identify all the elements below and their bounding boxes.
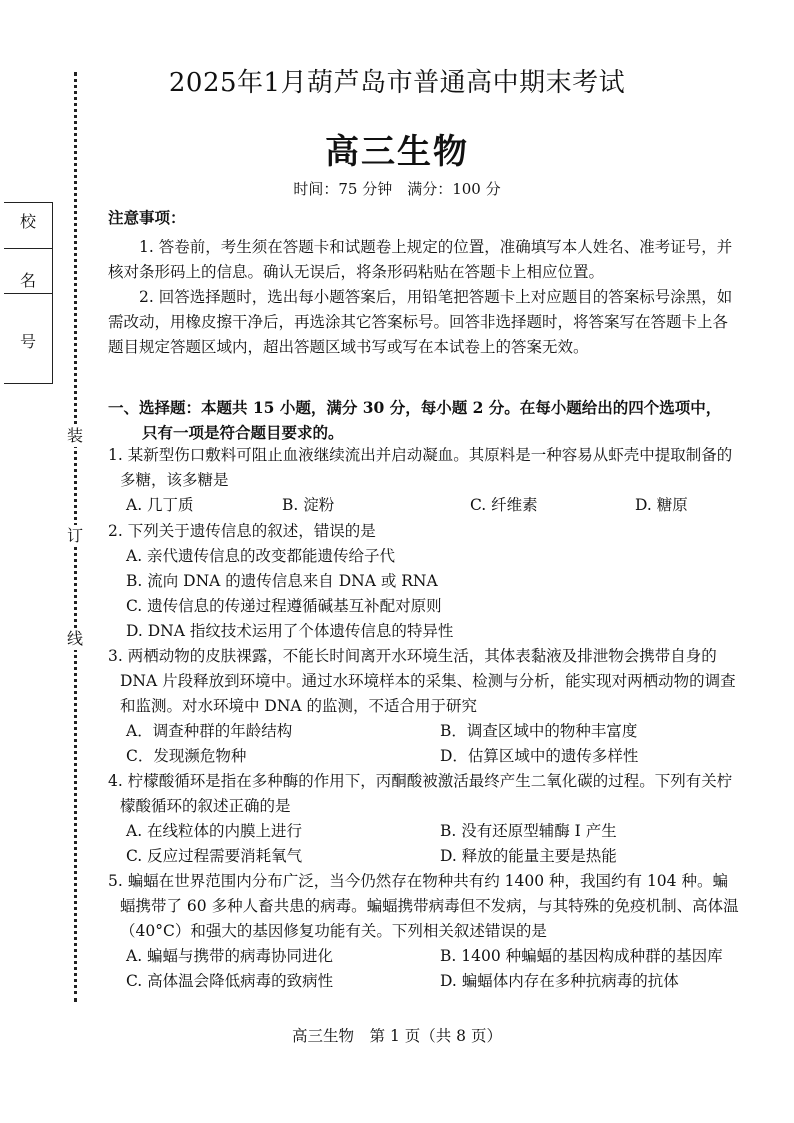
- question-stem: 4. 柠檬酸循环是指在多种酶的作用下，丙酮酸被激活最终产生二氧化碳的过程。下列有关柠檬酸循环的叙述正确的是: [108, 772, 733, 815]
- options-row: [108, 969, 740, 994]
- section-heading: 一、选择题：本题共 15 小题，满分 30 分，每小题 2 分。在每小题给出的四个选项中， 只有一项是符合题目要求的。: [108, 398, 722, 442]
- option-a[interactable]: A. 在线粒体的内膜上进行: [126, 822, 303, 840]
- option-a[interactable]: A．调查种群的年龄结构: [126, 722, 293, 740]
- exam-title: 2025年1月葫芦岛市普通高中期末考试: [168, 68, 626, 98]
- binding-word-zhuang: 装: [64, 425, 86, 447]
- time-info: 时间：75 分钟 满分：100 分: [293, 180, 501, 198]
- question-4: [108, 769, 740, 869]
- options-list: [108, 544, 740, 644]
- binding-word-ding: 订: [64, 525, 86, 547]
- notice-item: 1. 答卷前，考生须在答题卡和试题卷上规定的位置，准确填写本人姓名、准考证号，并核对条形码上的信息。确认无误后，将条形码粘贴在答题卡上相应位置。: [108, 238, 733, 281]
- options-row: [108, 493, 740, 518]
- question-stem: 5. 蝙蝠在世界范围内分布广泛，当今仍然存在物种共有约 1400 种，我国约有 104 种。蝙蝠携带了 60 多种人畜共患的病毒。蝙蝠携带病毒但不发病，与其特殊的免疫机制、高体温（40°C）和强大的基因修复功能有关。下列相关叙述错误的是: [108, 872, 739, 940]
- binding-word-xian: 线: [64, 628, 86, 650]
- options-row: [108, 744, 740, 769]
- option-c[interactable]: C. 反应过程需要消耗氧气: [126, 847, 303, 865]
- option-d[interactable]: D. 释放的能量主要是热能: [440, 847, 617, 865]
- option-a[interactable]: A. 几丁质: [126, 496, 194, 514]
- option-b[interactable]: B. 1400 种蝙蝠的基因构成种群的基因库: [440, 947, 723, 965]
- info-field-number[interactable]: 号: [19, 332, 36, 351]
- question-stem: 2. 下列关于遗传信息的叙述，错误的是: [108, 522, 376, 540]
- option-c[interactable]: C. 高体温会降低病毒的致病性: [126, 972, 334, 990]
- question-5: [108, 869, 740, 994]
- question-1: [108, 443, 740, 518]
- options-row: [108, 844, 740, 869]
- student-info-box: [4, 202, 53, 384]
- option-d[interactable]: D. DNA 指纹技术运用了个体遗传信息的特异性: [126, 622, 454, 640]
- question-3: [108, 644, 740, 769]
- option-d[interactable]: D．估算区域中的遗传多样性: [440, 747, 639, 765]
- options-row: [108, 819, 740, 844]
- notice-block: [108, 235, 738, 360]
- option-d[interactable]: D. 糖原: [635, 496, 688, 514]
- option-b[interactable]: B. 淀粉: [282, 496, 335, 514]
- option-d[interactable]: D. 蝙蝠体内存在多种抗病毒的抗体: [440, 972, 679, 990]
- option-c[interactable]: C．发现濒危物种: [126, 747, 247, 765]
- option-b[interactable]: B. 没有还原型辅酶 I 产生: [440, 822, 617, 840]
- subject-title: 高三生物: [325, 132, 469, 172]
- option-b[interactable]: B．调查区域中的物种丰富度: [440, 722, 638, 740]
- option-c[interactable]: C. 纤维素: [470, 496, 538, 514]
- option-b[interactable]: B. 流向 DNA 的遗传信息来自 DNA 或 RNA: [126, 572, 438, 590]
- options-row: [108, 944, 740, 969]
- option-c[interactable]: C. 遗传信息的传递过程遵循碱基互补配对原则: [126, 597, 442, 615]
- question-stem: 3. 两栖动物的皮肤裸露，不能长时间离开水环境生活，其体表黏液及排泄物会携带自身的 DNA 片段释放到环境中。通过水环境样本的采集、检测与分析，能实现对两栖动物的调查和监测。对水环境中 DNA 的监测，不适合用于研究: [108, 647, 736, 715]
- question-2: [108, 519, 740, 644]
- info-field-name[interactable]: 名: [4, 248, 52, 294]
- question-stem: 1. 某新型伤口敷料可阻止血液继续流出并启动凝血。其原料是一种容易从虾壳中提取制备的多糖，该多糖是: [108, 446, 733, 489]
- notice-item: 2. 回答选择题时，选出每小题答案后，用铅笔把答题卡上对应题目的答案标号涂黑，如需改动，用橡皮擦干净后，再选涂其它答案标号。回答非选择题时，将答案写在答题卡上各题目规定答题区域内，超出答题区域书写或写在本试卷上的答案无效。: [108, 288, 733, 356]
- option-a[interactable]: A. 亲代遗传信息的改变都能遗传给子代: [126, 547, 396, 565]
- info-field-school[interactable]: 校: [4, 203, 52, 249]
- options-row: [108, 719, 740, 744]
- page-footer: 高三生物 第 1 页（共 8 页）: [292, 1027, 502, 1045]
- notice-heading: 注意事项：: [108, 208, 186, 227]
- option-a[interactable]: A. 蝙蝠与携带的病毒协同进化: [126, 947, 334, 965]
